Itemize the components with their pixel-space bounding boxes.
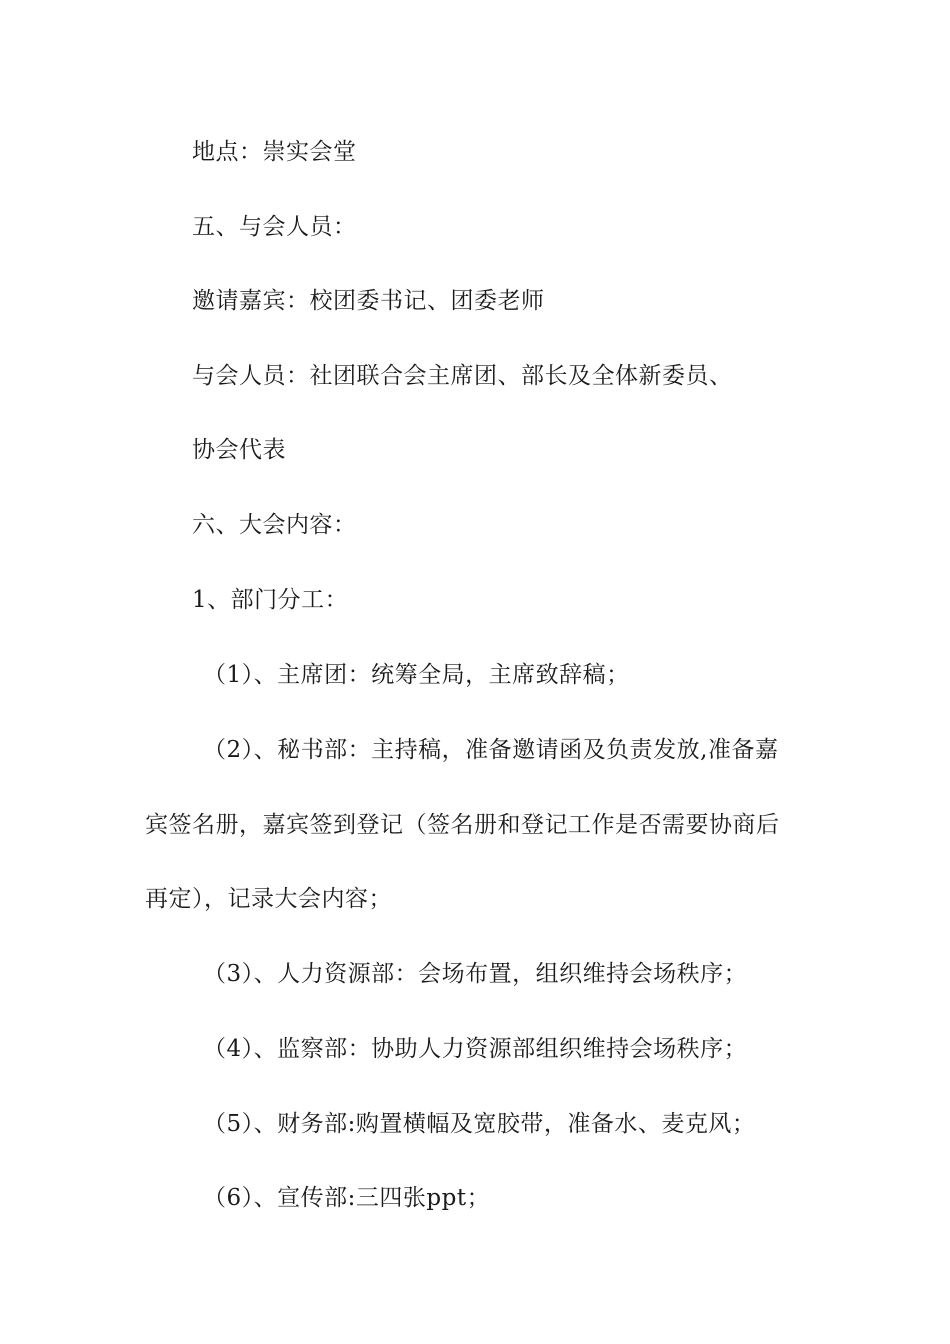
duty-item-3: （3）、人力资源部：会场布置，组织维持会场秩序； [203, 961, 748, 987]
venue-line: 地点：崇实会堂 [192, 139, 357, 165]
attendees-line-continued: 协会代表 [192, 437, 286, 463]
duty-item-2: （2）、秘书部：主持稿，准备邀请函及负责发放,准备嘉 [203, 737, 779, 763]
division-of-labor-heading: 1、部门分工： [192, 587, 349, 613]
duty-item-1: （1）、主席团：统筹全局，主席致辞稿； [203, 662, 630, 688]
attendees-line: 与会人员：社团联合会主席团、部长及全体新委员、 [192, 363, 733, 389]
invited-guests-line: 邀请嘉宾：校团委书记、团委老师 [192, 288, 545, 314]
section-six-heading: 六、大会内容： [192, 512, 357, 538]
section-five-heading: 五、与会人员： [192, 214, 357, 240]
duty-item-6: （6）、宣传部:三四张ppt； [203, 1185, 491, 1211]
duty-item-2-continued-2: 再定），记录大会内容； [145, 886, 392, 912]
duty-item-5: （5）、财务部:购置横幅及宽胶带，准备水、麦克风； [203, 1111, 756, 1137]
duty-item-2-continued-1: 宾签名册，嘉宾签到登记（签名册和登记工作是否需要协商后 [145, 812, 780, 838]
duty-item-4: （4）、监察部：协助人力资源部组织维持会场秩序； [203, 1036, 748, 1062]
